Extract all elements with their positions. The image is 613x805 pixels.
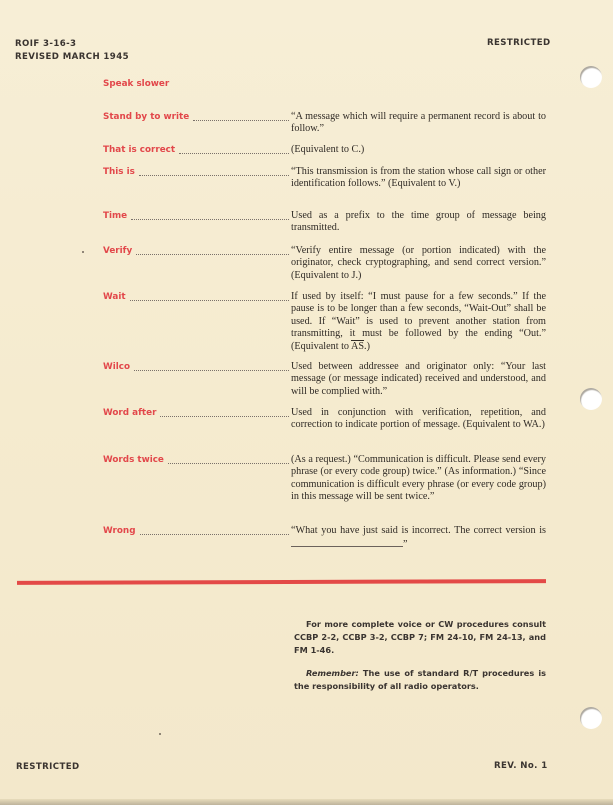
dot-leader: [140, 525, 290, 535]
paper-speck: [159, 733, 161, 735]
definition: Used in conjunction with verification, repetition, and correction to indicate portion of message. (Equivalent to WA.): [291, 407, 546, 431]
punch-hole-top: [580, 66, 602, 88]
list-item: [103, 454, 546, 504]
term: [103, 245, 291, 282]
list-item: [103, 291, 546, 353]
definition: [291, 291, 546, 353]
term-label: Wrong: [103, 526, 136, 536]
list-item: [103, 166, 546, 191]
term-label: Verify: [103, 246, 133, 256]
dot-leader: [160, 407, 289, 417]
definition: “This transmission is from the station whose call sign or other identification follows.” (Equivalent to V.): [291, 166, 546, 190]
definition: [291, 525, 546, 552]
dot-leader: [179, 144, 289, 154]
definition: Used between addressee and originator only: “Your last message (or message indicated) received and understood, and will be complied with.”: [291, 361, 546, 397]
term: [103, 454, 291, 504]
prosign-overline: $\overline{AS}$: [350, 340, 365, 352]
term: [103, 111, 291, 136]
dot-leader: [168, 454, 289, 464]
document-id: ROIF 3-16-3: [15, 39, 77, 49]
classification-header: RESTRICTED: [487, 38, 551, 48]
consult-note: For more complete voice or CW procedures consult CCBP 2-2, CCBP 3-2, CCBP 7; FM 24-10, FM 24-13, and FM 1-46.: [294, 619, 546, 655]
list-item: [103, 144, 546, 156]
revision-date: REVISED MARCH 1945: [15, 52, 129, 62]
dot-leader: [139, 166, 289, 176]
definition: “Verify entire message (or portion indicated) with the originator, check cryptographing, and send correct version.” (Equivalent to J.): [291, 245, 546, 281]
list-item: [103, 245, 546, 282]
definition: (As a request.) “Communication is difficult. Please send every phrase (or every code group) twice.” (As information.) “Since communication is difficult every phrase (or every code group) in this message will be sent twice.”: [291, 454, 546, 503]
term: [103, 144, 291, 156]
definition: “A message which will require a permanent record is about to follow.”: [291, 111, 546, 135]
term-label: Time: [103, 211, 128, 221]
classification-footer: RESTRICTED: [16, 762, 80, 772]
dot-leader: [193, 111, 289, 121]
dot-leader: [131, 210, 289, 220]
revision-number: REV. No. 1: [494, 761, 548, 771]
term: [103, 291, 291, 353]
term: [103, 78, 291, 90]
definition: (Equivalent to C.): [291, 144, 365, 155]
fill-in-blank: [291, 537, 403, 547]
red-divider-rule: [17, 579, 546, 585]
dot-leader: [136, 245, 289, 255]
document-header-left: [15, 38, 129, 64]
paper-speck: [82, 251, 84, 253]
definition: Used as a prefix to the time group of message being transmitted.: [291, 210, 546, 234]
term-label: Wait: [103, 292, 126, 302]
list-item: [103, 78, 546, 90]
term: [103, 166, 291, 191]
term: [103, 525, 291, 552]
remember-note: [294, 667, 546, 693]
term-label: Stand by to write: [103, 112, 190, 122]
definition-end: .): [364, 340, 370, 352]
term-label: This is: [103, 167, 135, 177]
punch-hole-middle: [580, 388, 602, 410]
term-label: That is correct: [103, 145, 176, 155]
page-bottom-edge: [0, 799, 613, 805]
term-label: Words twice: [103, 455, 164, 465]
list-item: [103, 407, 546, 432]
remember-text: The use of standard R/T procedures is the responsibility of all radio operators.: [294, 668, 546, 691]
definition-end: ”: [403, 539, 408, 551]
list-item: [103, 210, 546, 235]
list-item: [103, 111, 546, 136]
definition-text: If used by itself: “I must pause for a few seconds.” If the pause is to be longer than a few seconds, “Wait-Out” shall be used. If “Wait” is used to prevent another station from transmitting, it must be followed by the ending “Out.” (Equivalent to: [291, 291, 546, 352]
term-label: Speak slower: [103, 79, 170, 89]
remember-label: Remember:: [306, 668, 359, 678]
term: [103, 407, 291, 432]
definition-text: “What you have just said is incorrect. The correct version is: [291, 525, 546, 536]
punch-hole-bottom: [580, 707, 602, 729]
term: [103, 210, 291, 235]
dot-leader: [130, 291, 289, 301]
list-item: [103, 525, 546, 552]
term: [103, 361, 291, 398]
term-label: Wilco: [103, 362, 130, 372]
term-label: Word after: [103, 408, 157, 418]
dot-leader: [134, 361, 289, 371]
list-item: [103, 361, 546, 398]
